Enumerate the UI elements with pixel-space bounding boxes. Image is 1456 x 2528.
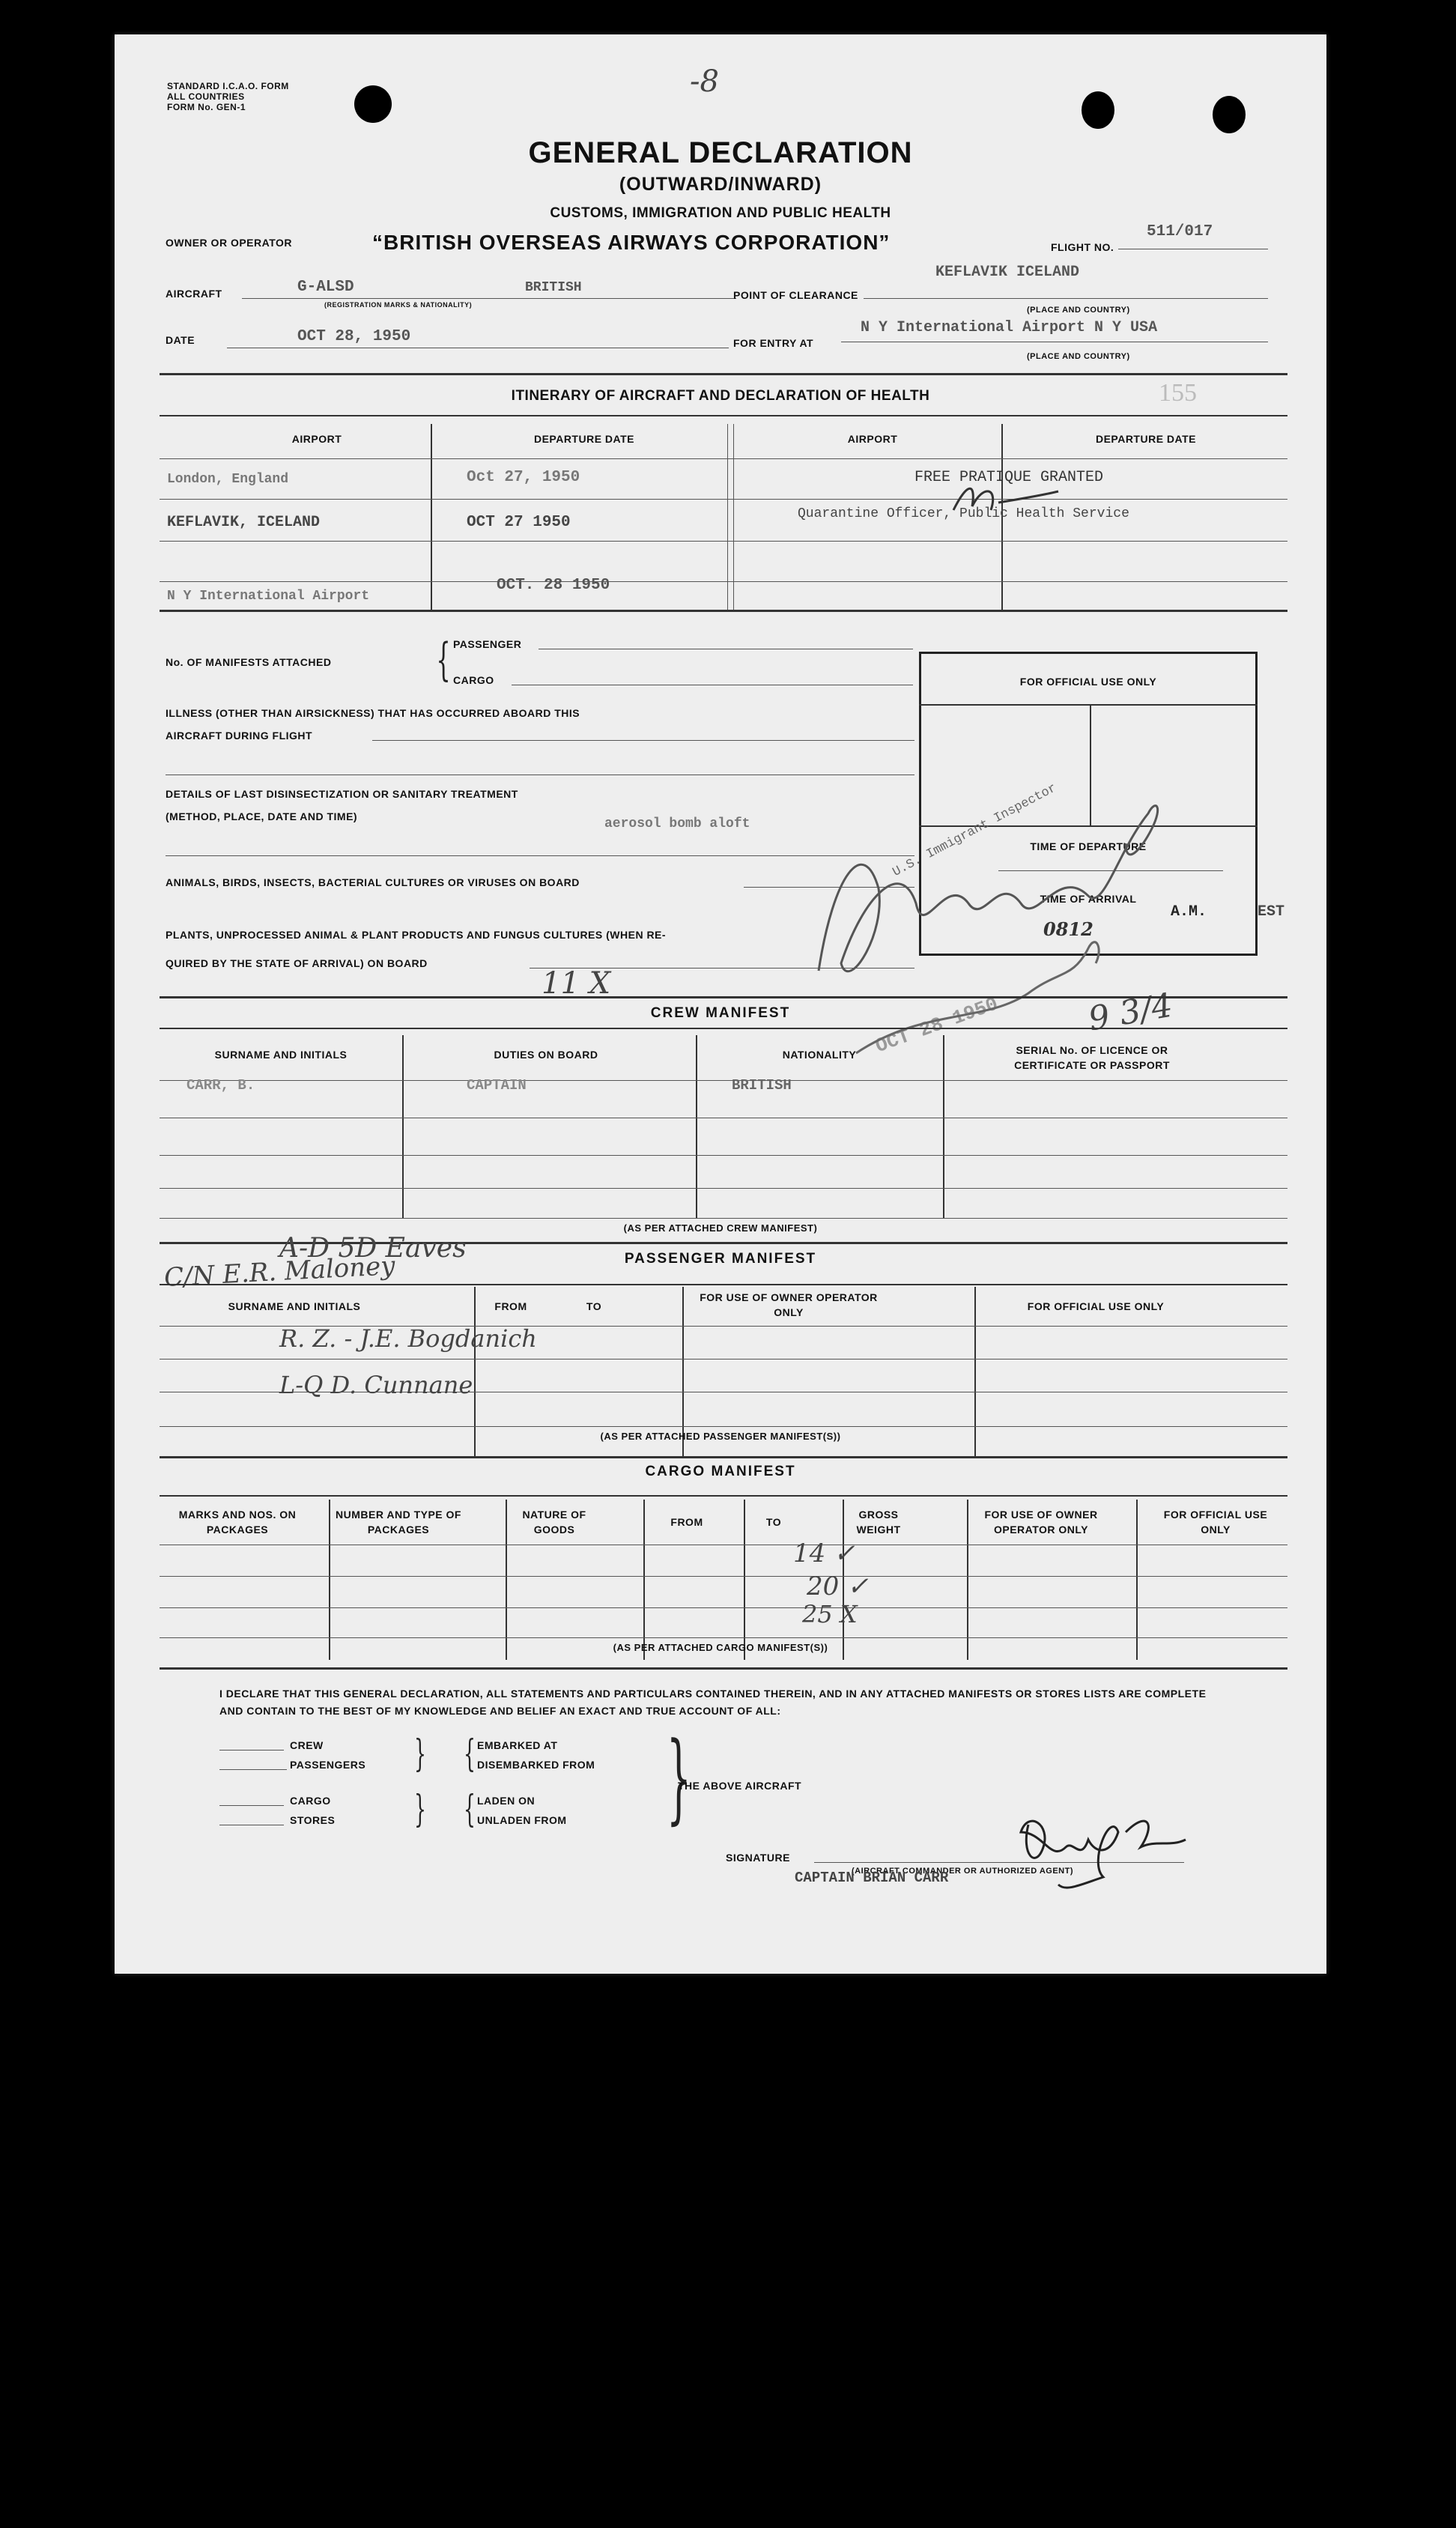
disinsection-value: aerosol bomb aloft — [604, 816, 750, 831]
col-official: FOR OFFICIAL USE ONLY — [1027, 1300, 1165, 1312]
arrival-est: EST — [1258, 903, 1285, 921]
owner-value: “BRITISH OVERSEAS AIRWAYS CORPORATION” — [372, 231, 891, 254]
col-airport: AIRPORT — [847, 433, 898, 445]
itinerary-title: ITINERARY OF AIRCRAFT AND DECLARATION OF HEALTH — [511, 388, 930, 404]
clearance-label: POINT OF CLEARANCE — [733, 289, 858, 301]
col-divider — [696, 1035, 697, 1218]
cargo-manifest-title: CARGO MANIFEST — [645, 1464, 796, 1479]
punch-hole — [1213, 96, 1246, 133]
captain-signature — [998, 1780, 1193, 1900]
row-line — [160, 458, 1287, 459]
manifests-cargo: CARGO — [453, 674, 494, 686]
crew-nationality: BRITISH — [732, 1077, 792, 1094]
col-divider — [402, 1035, 404, 1218]
passenger-hand-note: A-D 5D Eaves — [279, 1233, 467, 1264]
col-nationality: NATIONALITY — [782, 1049, 857, 1061]
manifests-passenger: PASSENGER — [453, 638, 522, 650]
crew-footer: (AS PER ATTACHED CREW MANIFEST) — [623, 1222, 818, 1234]
passenger-row: L-Q D. Cunnane — [279, 1371, 473, 1399]
itinerary-airport: London, England — [167, 472, 289, 487]
underline — [219, 1769, 287, 1770]
rule — [160, 373, 1287, 375]
date-value: OCT 28, 1950 — [297, 328, 411, 345]
col-departure-date: DEPARTURE DATE — [533, 433, 635, 445]
row-line — [160, 1607, 1287, 1608]
flight-label: FLIGHT NO. — [1051, 241, 1114, 253]
itinerary-airport: N Y International Airport — [167, 589, 370, 604]
passenger-row: R. Z. - J.E. Bogdanich — [279, 1324, 537, 1353]
plants-label: PLANTS, UNPROCESSED ANIMAL & PLANT PRODUCTS AND FUNGUS CULTURES (WHEN RE- — [166, 929, 667, 941]
row-line — [160, 1359, 1287, 1360]
brace: } — [413, 1732, 426, 1775]
col-official: FOR OFFICIAL USE ONLY — [1163, 1509, 1268, 1536]
arrival-am: A.M. — [1171, 903, 1207, 921]
entry-value: N Y International Airport N Y USA — [861, 319, 1158, 336]
col-duties: DUTIES ON BOARD — [494, 1049, 598, 1061]
crew-manifest-title: CREW MANIFEST — [650, 1005, 791, 1021]
date-label: DATE — [166, 334, 195, 346]
passenger-hand-note: C/N E.R. Maloney — [163, 1250, 396, 1294]
form-subtitle: (OUTWARD/INWARD) — [619, 174, 822, 195]
col-owner: FOR USE OF OWNER OPERATOR ONLY — [700, 1291, 878, 1318]
rule — [160, 996, 1287, 998]
crew-surname: CARR, B. — [186, 1077, 255, 1094]
rule — [160, 1284, 1287, 1285]
registration-caption: (REGISTRATION MARKS & NATIONALITY) — [324, 301, 473, 309]
page-number: 155 — [1159, 379, 1197, 407]
row-line — [160, 1218, 1287, 1219]
signature-caption: (AIRCRAFT COMMANDER OR AUTHORIZED AGENT) — [852, 1867, 1073, 1876]
col-weight: GROSS WEIGHT — [856, 1509, 901, 1536]
cargo-mark: 14 ✓ — [793, 1539, 855, 1568]
row-line — [160, 1080, 1287, 1081]
col-marks: MARKS AND NOS. ON PACKAGES — [178, 1509, 297, 1536]
col-airport: AIRPORT — [291, 433, 342, 445]
brace: } — [666, 1721, 691, 1834]
col-serial: SERIAL No. OF LICENCE OR CERTIFICATE OR PASSPORT — [1014, 1044, 1170, 1071]
col-departure-date: DEPARTURE DATE — [1095, 433, 1197, 445]
date-stamp: OCT 28 1950 — [873, 992, 1001, 1058]
col-nature: NATURE OF GOODS — [522, 1509, 586, 1536]
rule — [160, 610, 1287, 612]
form-subtitle-2: CUSTOMS, IMMIGRATION AND PUBLIC HEALTH — [550, 205, 891, 221]
decl-cargo: CARGO — [290, 1795, 331, 1807]
time-of-arrival: TIME OF ARRIVAL — [1040, 893, 1137, 905]
punch-hole — [354, 85, 392, 123]
decl-stores: STORES — [290, 1814, 336, 1826]
disinsection-label: DETAILS OF LAST DISINSECTIZATION OR SANITARY TREATMENT — [166, 788, 518, 800]
cargo-mark: 20 ✓ — [807, 1571, 869, 1601]
decl-laden: LADEN ON — [477, 1795, 536, 1807]
rule — [919, 704, 1258, 706]
rule — [160, 415, 1287, 416]
brace: { — [463, 1787, 476, 1831]
row-line — [160, 1637, 1287, 1638]
pratique-stamp: FREE PRATIQUE GRANTED — [914, 469, 1104, 486]
form-standard-line: ALL COUNTRIES — [167, 91, 245, 102]
decl-disembarked: DISEMBARKED FROM — [477, 1759, 595, 1771]
brace: { — [436, 634, 451, 686]
row-line — [160, 1426, 1287, 1427]
brace: } — [413, 1787, 426, 1831]
declaration-text: I DECLARE THAT THIS GENERAL DECLARATION, ALL STATEMENTS AND PARTICULARS CONTAINED THEREIN, AND IN ANY ATTACHED MANIFESTS OR STORES LISTS ARE COMPLETE AND CONTAIN TO THE BEST OF MY KNOWLEDGE AND BELIEF AN EXACT AND TRUE ACCOUNT OF ALL: — [219, 1688, 1207, 1717]
animals-label: ANIMALS, BIRDS, INSECTS, BACTERIAL CULTURES OR VIRUSES ON BOARD — [166, 876, 580, 888]
clearance-value: KEFLAVIK ICELAND — [935, 264, 1080, 281]
brace: { — [463, 1732, 476, 1775]
signature-label: SIGNATURE — [726, 1852, 790, 1864]
col-from: FROM — [494, 1300, 527, 1312]
itinerary-date: OCT. 28 1950 — [497, 577, 610, 594]
rule — [160, 1456, 1287, 1458]
manifests-label: No. OF MANIFESTS ATTACHED — [166, 656, 332, 668]
col-divider — [943, 1035, 944, 1218]
row-line — [160, 541, 1287, 542]
row-line — [160, 581, 1287, 582]
pratique-stamp-signature-line: Quarantine Officer, Public Health Service — [798, 506, 1129, 521]
col-number: NUMBER AND TYPE OF PACKAGES — [336, 1509, 461, 1536]
place-country-caption: (PLACE AND COUNTRY) — [1027, 306, 1130, 315]
col-divider — [329, 1500, 330, 1660]
decl-embarked: EMBARKED AT — [477, 1739, 558, 1751]
rule — [160, 1495, 1287, 1497]
illness-label: ILLNESS (OTHER THAN AIRSICKNESS) THAT HAS OCCURRED ABOARD THIS — [166, 707, 580, 719]
col-divider — [506, 1500, 507, 1660]
col-divider — [967, 1500, 968, 1660]
col-to: TO — [586, 1300, 602, 1312]
col-owner: FOR USE OF OWNER OPERATOR ONLY — [984, 1509, 1098, 1536]
col-divider — [744, 1500, 745, 1660]
immigrant-inspector-stamp: U.S. Immigrant Inspector — [891, 781, 1060, 880]
passenger-footer: (AS PER ATTACHED PASSENGER MANIFEST(S)) — [600, 1431, 841, 1442]
decl-crew: CREW — [290, 1739, 324, 1751]
time-of-departure: TIME OF DEPARTURE — [1030, 840, 1147, 852]
decl-unladen: UNLADEN FROM — [477, 1814, 567, 1826]
underline — [219, 1805, 284, 1806]
row-line — [160, 1576, 1287, 1577]
signature-name: CAPTAIN BRIAN CARR — [795, 1870, 949, 1886]
aircraft-underline — [242, 298, 736, 299]
rule — [160, 1667, 1287, 1670]
punch-hole — [1082, 91, 1114, 129]
crew-duties: CAPTAIN — [467, 1077, 527, 1094]
col-surname: SURNAME AND INITIALS — [214, 1049, 348, 1061]
disinsection-label: (METHOD, PLACE, DATE AND TIME) — [166, 810, 358, 822]
plants-label: QUIRED BY THE STATE OF ARRIVAL) ON BOARD — [166, 957, 428, 969]
col-divider — [1136, 1500, 1138, 1660]
rule — [160, 1028, 1287, 1029]
aircraft-nationality: BRITISH — [525, 280, 582, 295]
clearance-underline — [864, 298, 1268, 299]
pratique-signature — [946, 476, 1066, 521]
general-declaration-form — [115, 34, 1326, 1974]
col-to: TO — [765, 1516, 782, 1528]
flight-value: 511/017 — [1147, 223, 1213, 240]
illness-label: AIRCRAFT DURING FLIGHT — [166, 730, 313, 742]
official-box-title: FOR OFFICIAL USE ONLY — [1019, 676, 1157, 688]
decl-passengers: PASSENGERS — [290, 1759, 366, 1771]
inspector-signature — [774, 724, 1193, 1083]
crew-count-mark: 11 X — [542, 966, 611, 1001]
scribble-mark: -8 — [690, 64, 719, 99]
aircraft-label: AIRCRAFT — [166, 288, 222, 300]
cargo-mark: 25 X — [802, 1600, 858, 1628]
arrival-time-value: 0812 — [1043, 918, 1093, 940]
owner-label: OWNER OR OPERATOR — [166, 237, 292, 249]
entry-label: FOR ENTRY AT — [733, 337, 814, 349]
col-from: FROM — [670, 1516, 703, 1528]
handwritten-time: 9 3/4 — [1085, 986, 1176, 1039]
col-surname: SURNAME AND INITIALS — [228, 1300, 361, 1312]
cargo-footer: (AS PER ATTACHED CARGO MANIFEST(S)) — [613, 1642, 828, 1653]
row-line — [160, 1188, 1287, 1189]
form-title: GENERAL DECLARATION — [528, 136, 913, 169]
row-line — [160, 1155, 1287, 1156]
place-country-caption: (PLACE AND COUNTRY) — [1027, 352, 1130, 361]
itinerary-airport: KEFLAVIK, ICELAND — [167, 514, 321, 531]
itinerary-date: Oct 27, 1950 — [467, 469, 580, 486]
row-line — [160, 499, 1287, 500]
itinerary-date: OCT 27 1950 — [467, 514, 571, 531]
aircraft-value: G-ALSD — [297, 279, 354, 296]
passenger-manifest-title: PASSENGER MANIFEST — [624, 1251, 817, 1267]
decl-above-aircraft: THE ABOVE AIRCRAFT — [678, 1780, 802, 1792]
signature-handwritten — [938, 1817, 1031, 1835]
form-standard-line: FORM No. GEN-1 — [167, 102, 246, 112]
form-standard-line: STANDARD I.C.A.O. FORM — [167, 81, 289, 91]
col-divider — [643, 1500, 645, 1660]
